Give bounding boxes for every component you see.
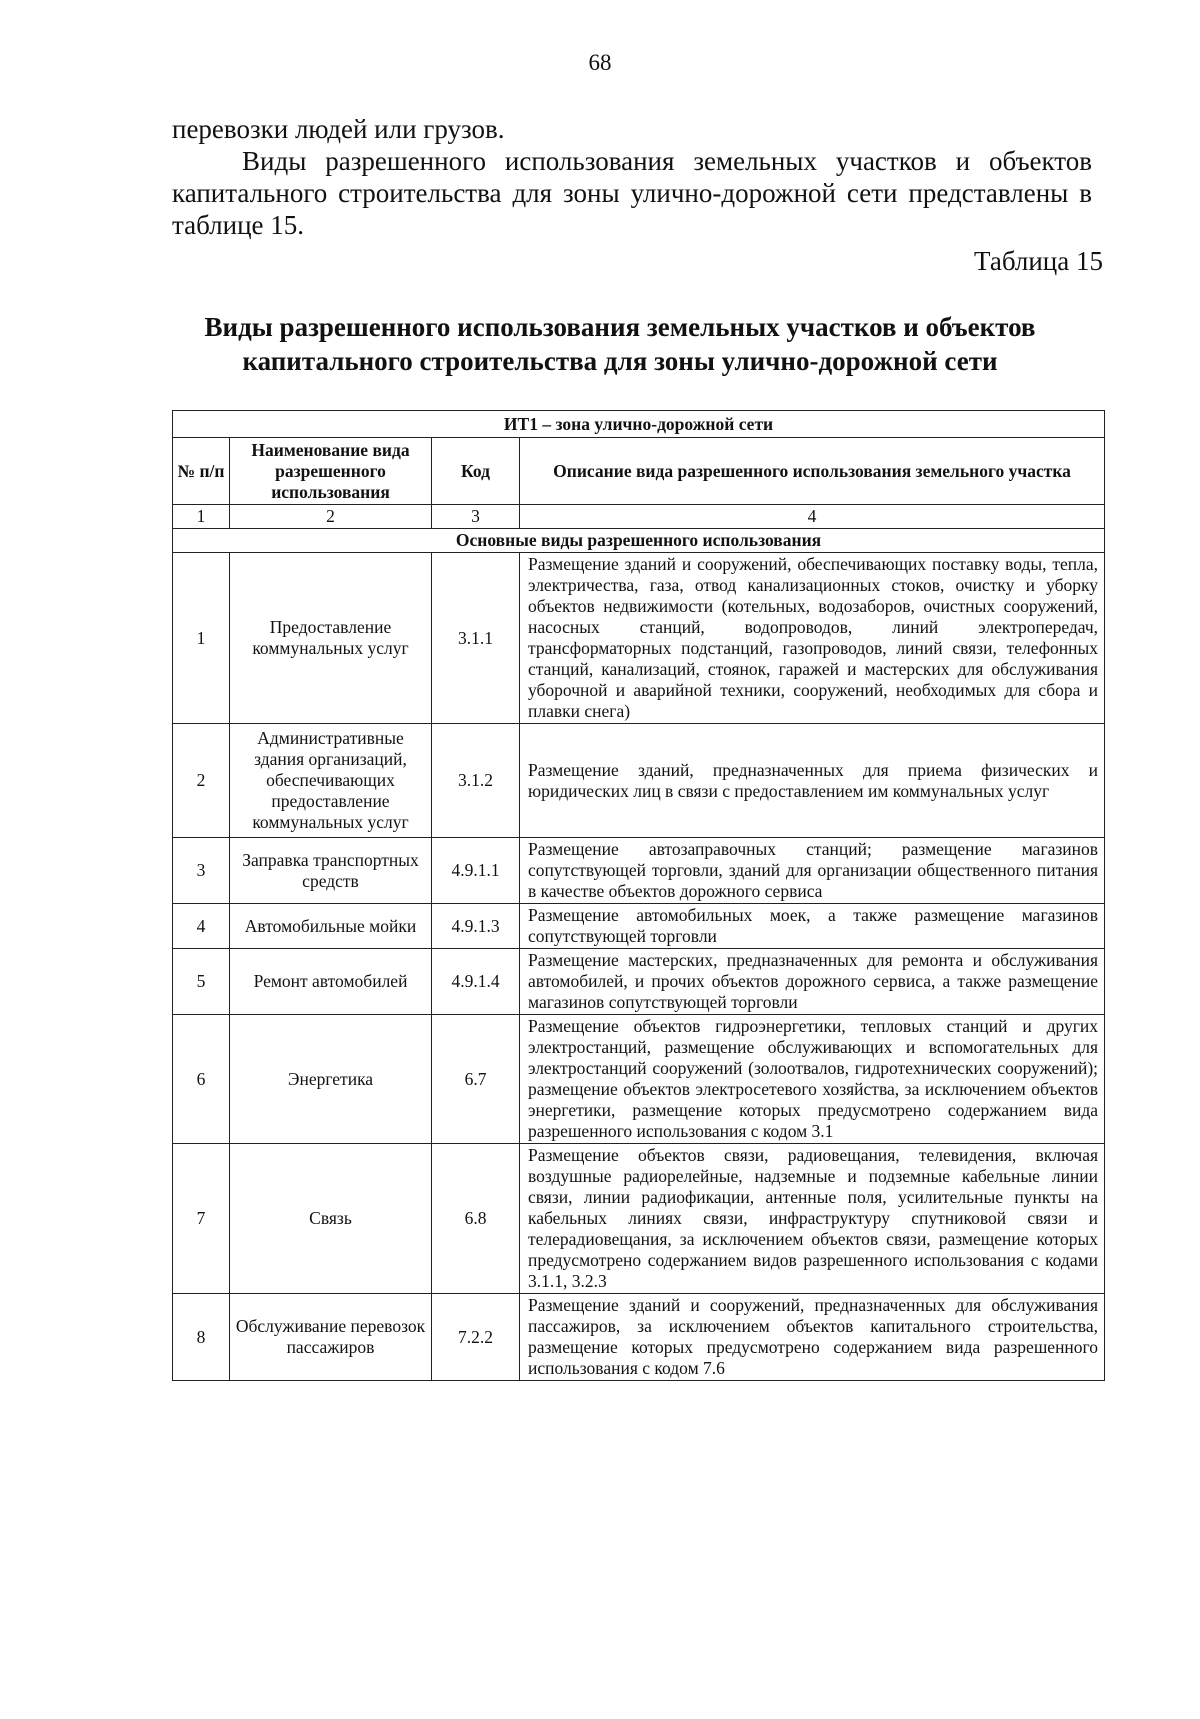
header-description: Описание вида разрешенного использования земельного участка xyxy=(520,438,1105,505)
row-num: 8 xyxy=(173,1294,230,1381)
header-name: Наименование вида разрешенного использования xyxy=(230,438,432,505)
header-num: № п/п xyxy=(173,438,230,505)
col-number: 3 xyxy=(432,505,520,529)
row-description: Размещение мастерских, предназначенных для ремонта и обслуживания автомобилей, и прочих объектов дорожного сервиса, а также размещение магазинов сопутствующей торговли xyxy=(520,949,1105,1015)
table-row xyxy=(173,949,1105,1015)
row-code: 4.9.1.1 xyxy=(432,838,520,904)
row-description: Размещение объектов связи, радиовещания, телевидения, включая воздушные радиорелейные, надземные и подземные кабельные линии связи, линии радиофикации, антенные поля, усилительные пункты на кабельных линиях связи, инфраструктуру спутниковой связи и телерадиовещания, за исключением объектов связи, размещение которых предусмотрено содержанием видов разрешенного использования с кодами 3.1.1, 3.2.3 xyxy=(520,1144,1105,1294)
row-name: Административные здания организаций, обеспечивающих предоставление коммунальных услуг xyxy=(230,724,432,838)
row-num: 5 xyxy=(173,949,230,1015)
row-num: 1 xyxy=(173,553,230,724)
row-name: Заправка транспортных средств xyxy=(230,838,432,904)
page-number: 68 xyxy=(588,50,612,75)
row-num: 7 xyxy=(173,1144,230,1294)
table-row xyxy=(173,1144,1105,1294)
row-description: Размещение объектов гидроэнергетики, тепловых станций и других электростанций, размещение обслуживающих и вспомогательных для электростанций сооружений (золоотвалов, гидротехнических сооружений); размещение объектов электросетевого хозяйства, за исключением объектов энергетики, размещение которых предусмотрено содержанием вида разрешенного использования с кодом 3.1 xyxy=(520,1015,1105,1144)
row-name: Ремонт автомобилей xyxy=(230,949,432,1015)
title-line-2: капитального строительства для зоны улично-дорожной сети xyxy=(242,346,998,376)
row-code: 4.9.1.3 xyxy=(432,904,520,949)
row-num: 2 xyxy=(173,724,230,838)
column-header-row xyxy=(173,438,1105,505)
row-code: 6.7 xyxy=(432,1015,520,1144)
col-number: 4 xyxy=(520,505,1105,529)
intro-line: перевозки людей или грузов. xyxy=(172,114,505,144)
zone-header: ИТ1 – зона улично-дорожной сети xyxy=(173,411,1105,438)
col-number: 1 xyxy=(173,505,230,529)
table-row xyxy=(173,838,1105,904)
document-title xyxy=(150,310,1090,378)
section-header: Основные виды разрешенного использования xyxy=(173,529,1105,553)
row-description: Размещение зданий, предназначенных для приема физических и юридических лиц в связи с предоставлением им коммунальных услуг xyxy=(520,724,1105,838)
col-number: 2 xyxy=(230,505,432,529)
zone-header-row xyxy=(173,411,1105,438)
row-code: 3.1.1 xyxy=(432,553,520,724)
row-code: 6.8 xyxy=(432,1144,520,1294)
header-code: Код xyxy=(432,438,520,505)
row-name: Энергетика xyxy=(230,1015,432,1144)
table-row xyxy=(173,904,1105,949)
table-row xyxy=(173,1015,1105,1144)
row-name: Обслуживание перевозок пассажиров xyxy=(230,1294,432,1381)
row-description: Размещение автомобильных моек, а также размещение магазинов сопутствующей торговли xyxy=(520,904,1105,949)
row-name: Связь xyxy=(230,1144,432,1294)
row-num: 4 xyxy=(173,904,230,949)
row-name: Автомобильные мойки xyxy=(230,904,432,949)
row-description: Размещение автозаправочных станций; размещение магазинов сопутствующей торговли, зданий для организации общественного питания в качестве объектов дорожного сервиса xyxy=(520,838,1105,904)
table-row xyxy=(173,553,1105,724)
row-name: Предоставление коммунальных услуг xyxy=(230,553,432,724)
section-row xyxy=(173,529,1105,553)
row-description: Размещение зданий и сооружений, обеспечивающих поставку воды, тепла, электричества, газа, отвод канализационных стоков, очистку и уборку объектов недвижимости (котельных, водозаборов, очистных сооружений, насосных станций, водопроводов, линий электропередач, трансформаторных подстанций, газопроводов, линий связи, телефонных станций, канализаций, стоянок, гаражей и мастерских для обслуживания уборочной и аварийной техники, сооружений, необходимых для сбора и плавки снега) xyxy=(520,553,1105,724)
table-row xyxy=(173,724,1105,838)
row-description: Размещение зданий и сооружений, предназначенных для обслуживания пассажиров, за исключением объектов капитального строительства, размещение которых предусмотрено содержанием вида разрешенного использования с кодом 7.6 xyxy=(520,1294,1105,1381)
permitted-use-table xyxy=(172,410,1105,1381)
row-code: 3.1.2 xyxy=(432,724,520,838)
row-num: 6 xyxy=(173,1015,230,1144)
table-row xyxy=(173,1294,1105,1381)
intro-paragraph: Виды разрешенного использования земельных участков и объектов капитального строительства для зоны улично-дорожной сети представлены в таблице 15. xyxy=(172,146,1092,240)
row-num: 3 xyxy=(173,838,230,904)
row-code: 7.2.2 xyxy=(432,1294,520,1381)
table-caption: Таблица 15 xyxy=(974,246,1103,276)
row-code: 4.9.1.4 xyxy=(432,949,520,1015)
column-number-row xyxy=(173,505,1105,529)
title-line-1: Виды разрешенного использования земельных участков и объектов xyxy=(204,312,1036,342)
